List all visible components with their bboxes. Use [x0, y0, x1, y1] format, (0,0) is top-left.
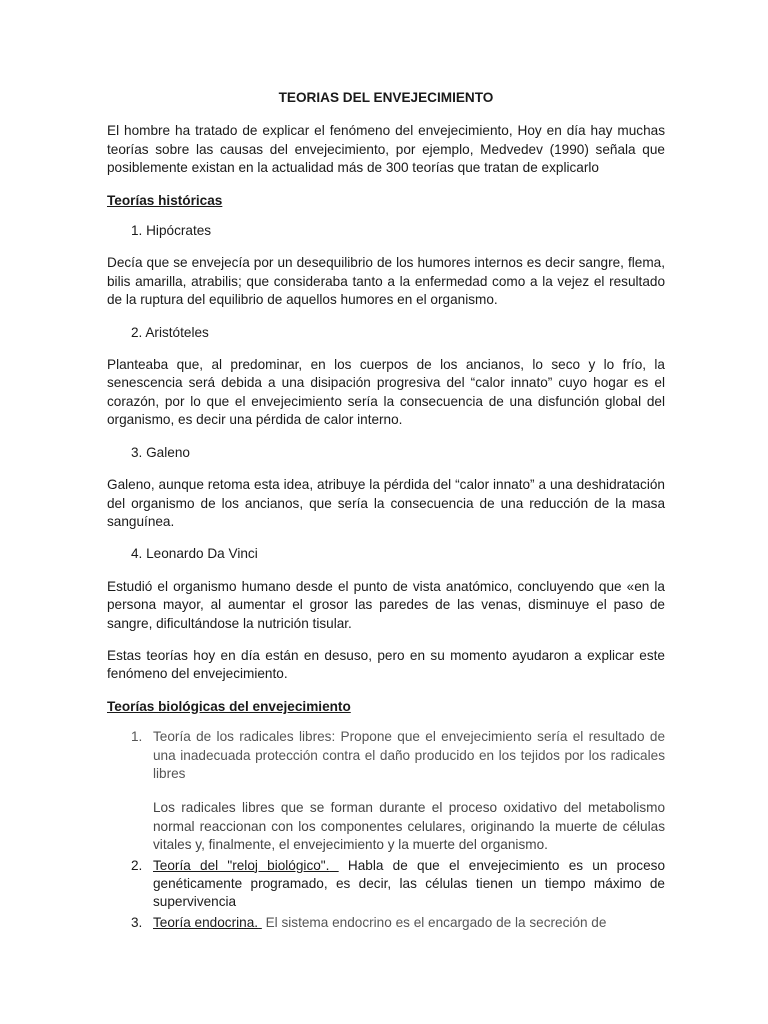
historical-item-text: Decía que se envejecía por un desequilibrio de los humores internos es decir sangre, flema, bilis amarilla, atrabilis; que consideraba tanto a la enfermedad como a la vejez el resultado de la ruptura del equilibrio de aquellos humores en el organismo. [107, 255, 665, 308]
historical-item-label: 4. Leonardo Da Vinci [131, 546, 258, 562]
list-item [107, 914, 665, 932]
list-number: 2. [131, 857, 143, 873]
biological-list [107, 728, 665, 932]
document-title: TEORIAS DEL ENVEJECIMIENTO [278, 90, 494, 105]
historical-item-label: 3. Galeno [131, 444, 190, 460]
biological-heading: Teorías biológicas del envejecimiento [107, 698, 351, 714]
document-body [107, 89, 665, 932]
list-item-title: Teoría endocrina. [153, 914, 259, 930]
list-item [107, 728, 665, 783]
historical-item-label: 2. Aristóteles [131, 324, 209, 340]
historical-item-text: Galeno, aunque retoma esta idea, atribuye la pérdida del “calor innato” a una deshidratación del organismo de los ancianos, que sería la consecuencia de una reducción de la masa sanguínea. [107, 477, 665, 529]
list-item-text: Habla de que el envejecimiento es un proceso genéticamente programado, es decir, las células tienen un tiempo máximo de supervivencia [153, 857, 666, 910]
list-number: 1. [131, 729, 143, 745]
intro-paragraph: El hombre ha tratado de explicar el fenómeno del envejecimiento, Hoy en día hay muchas teorías sobre las causas del envejecimiento, por ejemplo, Medvedev (1990) señala que posiblemente existan en la actualidad más de 300 teorías que tratan de explicarlo [107, 123, 665, 176]
list-item-title: Teoría del "reloj biológico". [153, 857, 330, 873]
list-item-text: El sistema endocrino es el encargado de la secreción de [265, 914, 607, 930]
list-number: 3. [131, 914, 143, 930]
list-item-text: Teoría de los radicales libres: Propone que el envejecimiento sería el resultado de una inadecuada protección contra el daño producido en los tejidos por los radicales libres [153, 729, 665, 781]
historical-item-text: Planteaba que, al predominar, en los cuerpos de los ancianos, lo seco y lo frío, la senescencia será debida a una disipación progresiva del “calor innato” cuyo hogar es el corazón, por lo que el envejecimiento sería la consecuencia de una disfunción global del organismo, es decir una pérdida de calor interno. [107, 357, 665, 428]
list-item [107, 857, 665, 912]
historical-item-text: Estudió el organismo humano desde el punto de vista anatómico, concluyendo que «en la persona mayor, al aumentar el grosor las paredes de las venas, disminuye el paso de sangre, dificultándose la nutrición tisular. [107, 578, 665, 631]
historical-heading: Teorías históricas [107, 192, 223, 208]
list-item-subparagraph: Los radicales libres que se forman durante el proceso oxidativo del metabolismo normal reaccionan con los componentes celulares, originando la muerte de células vitales y, finalmente, el envejecimiento y la muerte del organismo. [153, 800, 665, 853]
historical-closing-paragraph: Estas teorías hoy en día están en desuso, pero en su momento ayudaron a explicar este fenómeno del envejecimiento. [107, 647, 665, 682]
historical-item-label: 1. Hipócrates [131, 223, 212, 239]
